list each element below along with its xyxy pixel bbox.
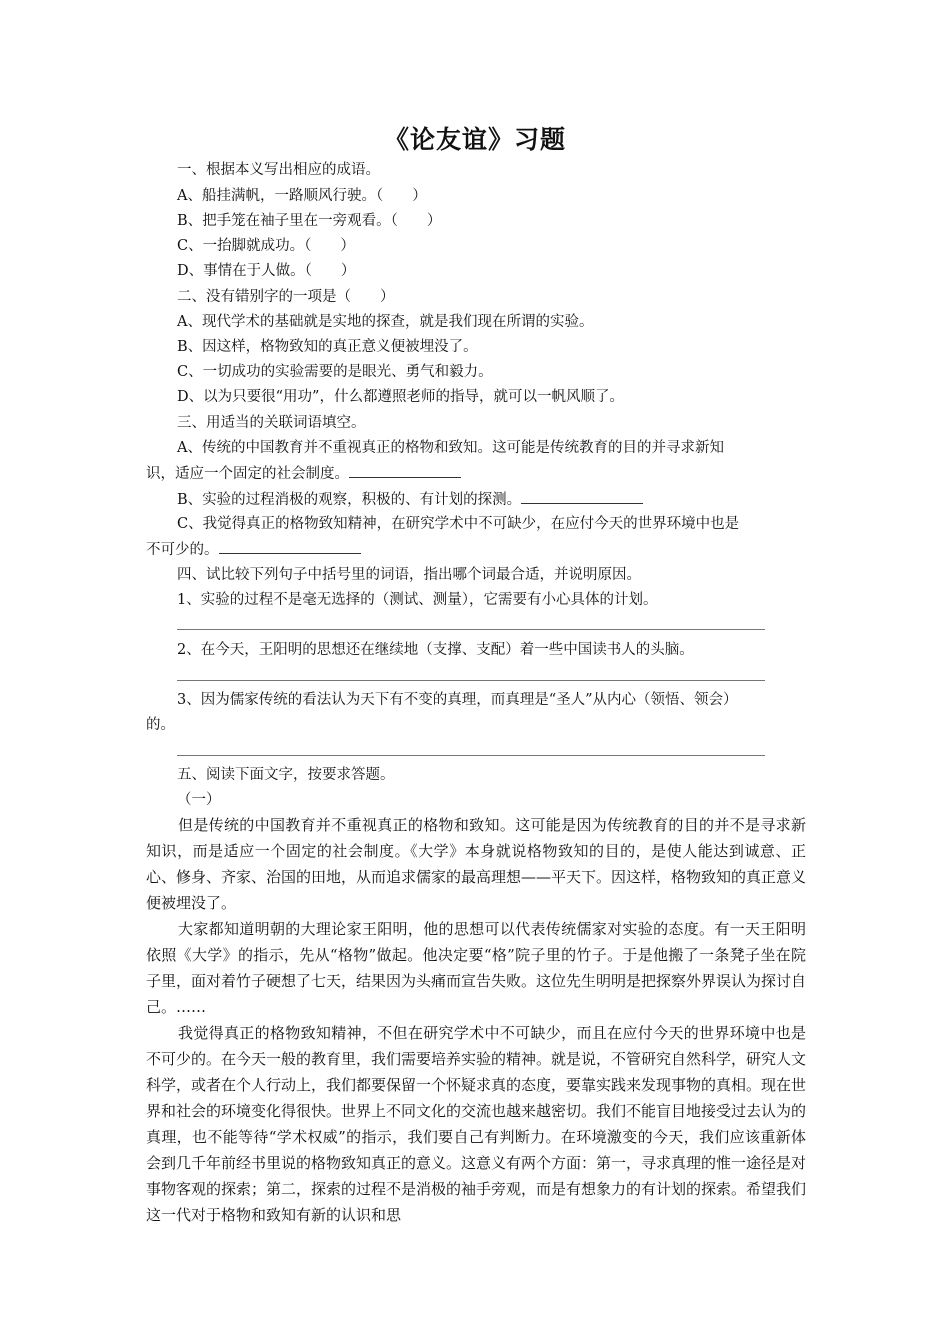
q1-item-c: C、一抬脚就成功。（ ） — [177, 238, 355, 254]
passage-paragraph-1: 但是传统的中国教育并不重视真正的格物和致知。这可能是因为传统教育的目的并不是寻求新知识，而是适应一个固定的社会制度。《大学》本身就说格物致知的目的，是使人能达到诚意、正心、修身、齐家、治国的田地，从而追求儒家的最高理想——平天下。因这样，格物致知的真正意义便被埋没了。 — [146, 816, 807, 912]
q4-sentence-2: 2、在今天，王阳明的思想还在继续地（支撑、支配）着一些中国读书人的头脑。 — [177, 642, 694, 658]
q4-answer-line-3[interactable] — [177, 755, 765, 756]
q3-b-blank[interactable] — [521, 489, 643, 504]
q4-answer-line-1[interactable] — [177, 629, 765, 630]
document-title: 《论友谊》习题 — [383, 125, 566, 154]
q3-a-line1: A、传统的中国教育并不重视真正的格物和致知。这可能是传统教育的目的并寻求新知 — [177, 440, 724, 456]
q1-heading: 一、根据本义写出相应的成语。 — [177, 162, 380, 178]
q3-c-text: 不可少的。 — [146, 542, 219, 558]
q3-a-blank[interactable] — [349, 463, 461, 478]
q1-item-d: D、事情在于人做。（ ） — [177, 263, 356, 279]
q3-a-text: 识，适应一个固定的社会制度。 — [146, 466, 349, 482]
q1-item-b: B、把手笼在袖子里在一旁观看。（ ） — [177, 213, 442, 229]
q4-heading: 四、试比较下列句子中括号里的词语，指出哪个词最合适，并说明原因。 — [177, 567, 641, 583]
q2-item-b: B、因这样，格物致知的真正意义便被埋没了。 — [177, 339, 478, 355]
q2-item-c: C、一切成功的实验需要的是眼光、勇气和毅力。 — [177, 364, 493, 380]
q3-b-text: B、实验的过程消极的观察，积极的、有计划的探测。 — [177, 492, 522, 508]
q4-answer-line-2[interactable] — [177, 680, 765, 681]
q3-a-line2 — [146, 463, 461, 484]
q5-heading: 五、阅读下面文字，按要求答题。 — [177, 767, 395, 783]
q4-sentence-3-line1: 3、因为儒家传统的看法认为天下有不变的真理，而真理是“圣人”从内心（领悟、领会） — [177, 692, 738, 708]
passage-paragraph-2: 大家都知道明朝的大理论家王阳明，他的思想可以代表传统儒家对实验的态度。有一天王阳明依照《大学》的指示，先从“格物”做起。他决定要“格”院子里的竹子。于是他搬了一条凳子坐在院子里，面对着竹子硬想了七天，结果因为头痛而宣告失败。这位先生明明是把探察外界误认为探讨自己。…… — [146, 920, 807, 1016]
q3-c-line2 — [146, 539, 361, 560]
q3-c-line1: C、我觉得真正的格物致知精神，在研究学术中不可缺少，在应付今天的世界环境中也是 — [177, 516, 740, 532]
q2-heading: 二、没有错别字的一项是（ ） — [177, 289, 395, 305]
q2-item-d: D、以为只要很“用功”，什么都遵照老师的指导，就可以一帆风顺了。 — [177, 389, 624, 405]
q1-item-a: A、船挂满帆，一路顺风行驶。（ ） — [177, 188, 427, 204]
q3-heading: 三、用适当的关联词语填空。 — [177, 415, 366, 431]
passage-paragraph-3: 我觉得真正的格物致知精神，不但在研究学术中不可缺少，而且在应付今天的世界环境中也是不可少的。在今天一般的教育里，我们需要培养实验的精神。就是说，不管研究自然科学，研究人文科学，或者在个人行动上，我们都要保留一个怀疑求真的态度，要靠实践来发现事物的真相。现在世界和社会的环境变化得很快。世界上不同文化的交流也越来越密切。我们不能盲目地接受过去认为的真理，也不能等待“学术权威”的指示，我们要自己有判断力。在环境激变的今天，我们应该重新体会到几千年前经书里说的格物致知真正的意义。这意义有两个方面：第一，寻求真理的惟一途径是对事物客观的探索；第二，探索的过程不是消极的袖手旁观，而是有想象力的有计划的探索。希望我们这一代对于格物和致知有新的认识和思 — [146, 1024, 807, 1224]
q3-c-blank[interactable] — [219, 539, 361, 554]
q5-subheading: （一） — [177, 792, 221, 808]
q2-item-a: A、现代学术的基础就是实地的探查，就是我们现在所谓的实验。 — [177, 314, 594, 330]
q4-sentence-1: 1、实验的过程不是毫无选择的（测试、测量），它需要有小心具体的计划。 — [177, 592, 658, 608]
reading-passage — [146, 812, 806, 1228]
q3-b-line — [177, 489, 643, 510]
q4-sentence-3-line2: 的。 — [146, 717, 175, 733]
